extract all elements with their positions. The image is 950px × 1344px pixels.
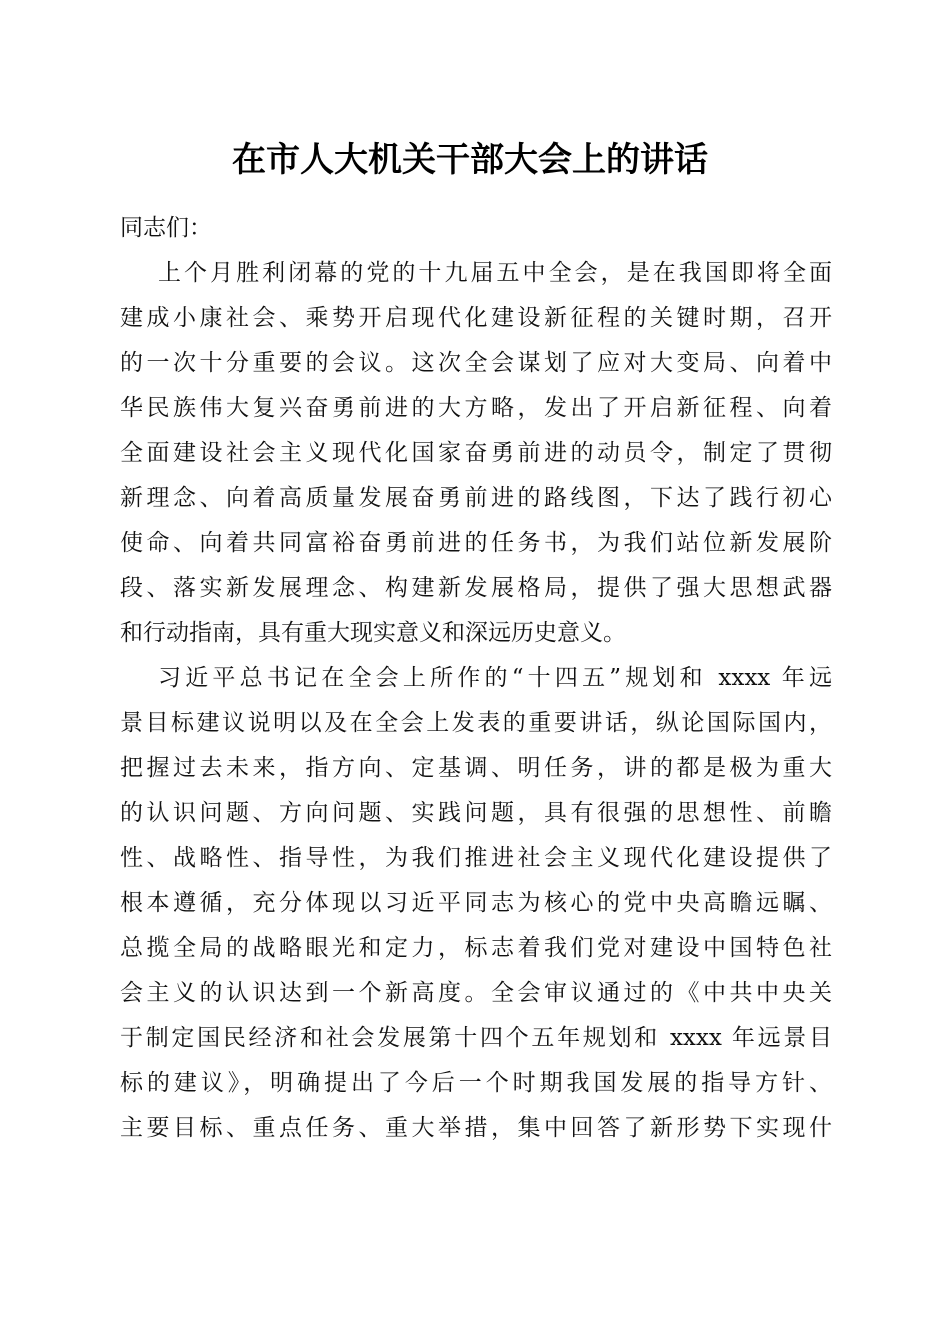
paragraph-line: 景目标建议说明以及在全会上发表的重要讲话，纵论国际国内， bbox=[120, 710, 832, 736]
paragraph-1 bbox=[120, 251, 832, 656]
paragraph-line: 的一次十分重要的会议。这次全会谋划了应对大变局、向着中 bbox=[120, 350, 832, 376]
paragraph-line: 主要目标、重点任务、重大举措，集中回答了新形势下实现什 bbox=[120, 1115, 832, 1141]
paragraph-2 bbox=[120, 656, 832, 1151]
paragraph-line: 于制定国民经济和社会发展第十四个五年规划和 xxxx 年远景目 bbox=[120, 1025, 832, 1051]
page-title: 在市人大机关干部大会上的讲话 bbox=[232, 140, 708, 180]
paragraph-line: 全面建设社会主义现代化国家奋勇前进的动员令，制定了贯彻 bbox=[120, 440, 832, 466]
paragraph-line: 和行动指南，具有重大现实意义和深远历史意义。 bbox=[120, 620, 626, 646]
paragraph-line: 总揽全局的战略眼光和定力，标志着我们党对建设中国特色社 bbox=[120, 935, 832, 961]
paragraph-line: 建成小康社会、乘势开启现代化建设新征程的关键时期，召开 bbox=[120, 305, 832, 331]
paragraph-line: 会主义的认识达到一个新高度。全会审议通过的《中共中央关 bbox=[120, 980, 832, 1006]
paragraph-line: 华民族伟大复兴奋勇前进的大方略，发出了开启新征程、向着 bbox=[120, 395, 832, 421]
salutation: 同志们： bbox=[120, 215, 212, 241]
paragraph-line: 把握过去未来，指方向、定基调、明任务，讲的都是极为重大 bbox=[120, 755, 832, 781]
paragraph-line: 根本遵循，充分体现以习近平同志为核心的党中央高瞻远瞩、 bbox=[120, 890, 832, 916]
paragraph-line: 性、战略性、指导性，为我们推进社会主义现代化建设提供了 bbox=[120, 845, 832, 871]
paragraph-line: 上个月胜利闭幕的党的十九届五中全会，是在我国即将全面 bbox=[158, 260, 832, 286]
paragraph-line: 习近平总书记在全会上所作的“十四五”规划和 xxxx 年远 bbox=[158, 665, 832, 691]
paragraph-line: 标的建议》，明确提出了今后一个时期我国发展的指导方针、 bbox=[120, 1070, 832, 1096]
paragraph-line: 使命、向着共同富裕奋勇前进的任务书，为我们站位新发展阶 bbox=[120, 530, 832, 556]
document-body bbox=[120, 206, 832, 1151]
paragraph-line: 的认识问题、方向问题、实践问题，具有很强的思想性、前瞻 bbox=[120, 800, 832, 826]
paragraph-line: 新理念、向着高质量发展奋勇前进的路线图，下达了践行初心 bbox=[120, 485, 832, 511]
paragraph-line: 段、落实新发展理念、构建新发展格局，提供了强大思想武器 bbox=[120, 575, 832, 601]
